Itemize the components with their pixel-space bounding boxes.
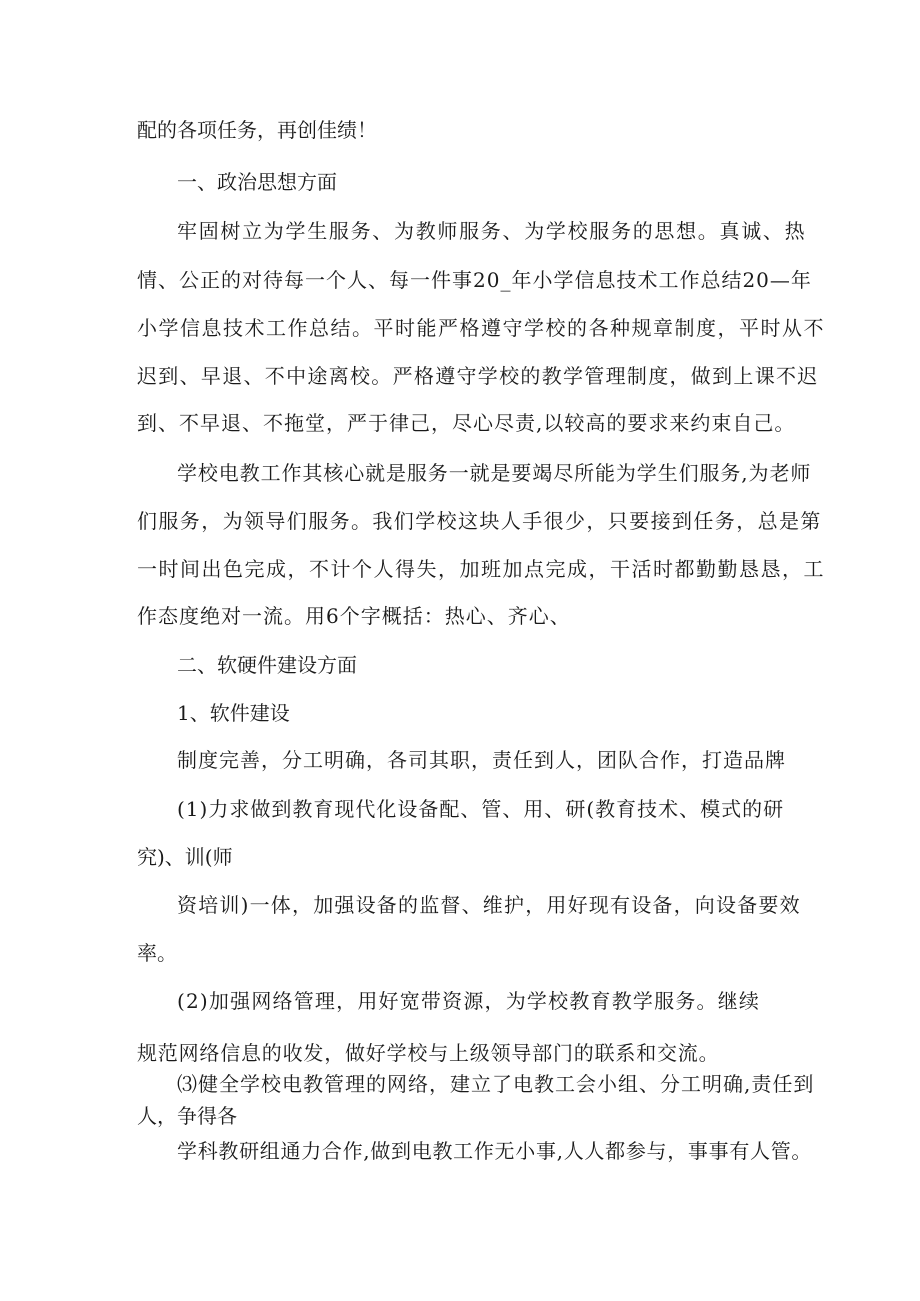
text-line: (1)力求做到教育现代化设备配、管、用、研(教育技术、模式的研	[177, 797, 785, 821]
text-line: 迟到、早退、不中途离校。严格遵守学校的教学管理制度，做到上课不迟	[137, 364, 819, 388]
text-line: ⑶健全学校电教管理的网络，建立了电教工会小组、分工明确,责任到	[177, 1072, 815, 1096]
text-line: 究)、训(师	[137, 845, 233, 869]
text-line: 作态度绝对一流。用6个字概括：热心、齐心、	[137, 604, 571, 628]
text-line: 小学信息技术工作总结。平时能严格遵守学校的各种规章制度，平时从不	[137, 316, 825, 340]
section-heading-software-hardware: 二、软硬件建设方面	[177, 653, 357, 677]
text-line: (2)加强网络管理，用好宽带资源，为学校教育教学服务。继续	[177, 989, 761, 1013]
text-line: 制度完善，分工明确，各司其职，责任到人，团队合作，打造品牌	[177, 748, 786, 772]
text-line: 资培训)一体，加强设备的监督、维护，用好现有设备，向设备要效	[177, 893, 801, 917]
text-line: 们服务，为领导们服务。我们学校这块人手很少，只要接到任务，总是第	[137, 509, 822, 533]
text-line: 配的各项任务，再创佳绩！	[137, 118, 377, 142]
text-line: 率。	[137, 941, 177, 965]
text-line: 学科教研组通力合作,做到电教工作无小事,人人都参与，事事有人管。	[177, 1139, 813, 1163]
subsection-heading-software: 1、软件建设	[177, 701, 290, 725]
section-heading-politics: 一、政治思想方面	[177, 170, 337, 194]
text-line: 情、公正的对待每一个人、每一件事20_年小学信息技术工作总结20—年	[137, 268, 812, 292]
text-line: 一时间出色完成，不计个人得失，加班加点完成，干活时都勤勤恳恳，工	[137, 557, 825, 581]
text-line: 人，争得各	[137, 1104, 237, 1128]
text-line: 到、不早退、不拖堂，严于律己，尽心尽责,以较高的要求来约束自己。	[137, 411, 796, 435]
text-line: 规范网络信息的收发，做好学校与上级领导部门的联系和交流。	[137, 1041, 720, 1065]
text-line: 学校电教工作其核心就是服务一就是要竭尽所能为学生们服务,为老师	[177, 461, 812, 485]
text-line: 牢固树立为学生服务、为教师服务、为学校服务的思想。真诚、热	[177, 219, 807, 243]
